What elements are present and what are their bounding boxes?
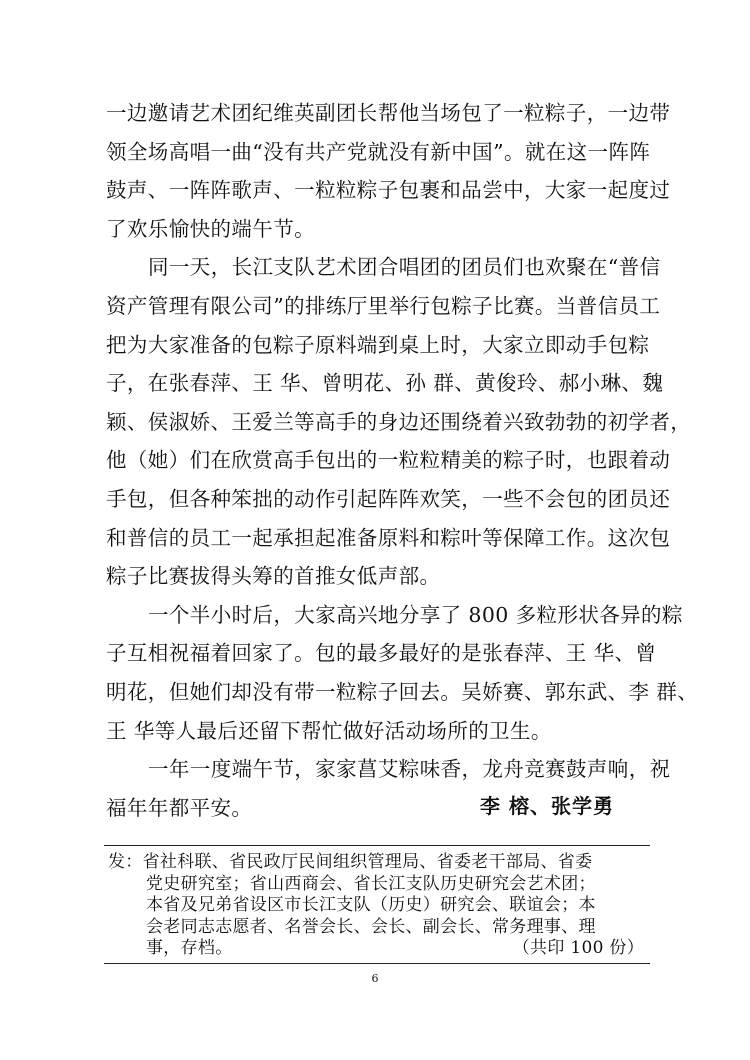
article-body <box>106 94 699 827</box>
paragraph-line: 子，在张春萍、王 华、曾明花、孙 群、黄俊玲、郝小琳、魏 <box>106 371 664 396</box>
print-copies-count: （共印 100 份） <box>512 938 644 958</box>
distribution-line: 本省及兄弟省设区市长江支队（历史）研究会、联谊会；本 <box>146 895 596 915</box>
paragraph-line: 领全场高唱一曲“没有共产党就没有新中国”。就在这一阵阵 <box>106 139 651 164</box>
paragraph-line: 王 华等人最后还留下帮忙做好活动场所的卫生。 <box>106 718 552 743</box>
paragraph-line: 福年年都平安。 <box>106 795 253 820</box>
distribution-line: 会老同志志愿者、名誉会长、会长、副会长、常务理事、理 <box>146 916 596 937</box>
paragraph-line: 粽子比赛拔得头筹的首推女低声部。 <box>106 564 441 589</box>
distribution-line: 发：省社科联、省民政厅民间组织管理局、省委老干部局、省委 <box>108 852 593 872</box>
author-signature: 李 榕、张学勇 <box>480 794 614 818</box>
paragraph-line: 鼓声、一阵阵歌声、一粒粒粽子包裹和品尝中，大家一起度过 <box>106 178 671 203</box>
paragraph-line: 一年一度端午节，家家菖艾粽味香，龙舟竞赛鼓声响，祝 <box>148 757 671 782</box>
paragraph-line: 一边邀请艺术团纪维英副团长帮他当场包了一粒粽子，一边带 <box>106 101 671 125</box>
page-number: 6 <box>371 972 379 985</box>
paragraph-line: 资产管理有限公司”的排练厅里举行包粽子比赛。当普信员工 <box>106 293 661 318</box>
paragraph-line: 了欢乐愉快的端午节。 <box>106 216 315 241</box>
paragraph-line: 一个半小时后，大家高兴地分享了 800 多粒形状各异的粽 <box>148 602 683 627</box>
distribution-last-line <box>108 938 648 960</box>
paragraph-line: 他（她）们在欣赏高手包出的一粒粒精美的粽子时，也跟着动 <box>106 448 671 473</box>
distribution-line: 事，存档。 <box>146 938 233 958</box>
distribution-list <box>108 852 648 960</box>
distribution-line: 党史研究室；省山西商会、省长江支队历史研究会艺术团； <box>146 873 596 894</box>
paragraph-line: 同一天，长江支队艺术团合唱团的团员们也欢聚在“普信 <box>148 255 661 280</box>
paragraph-line: 手包，但各种笨拙的动作引起阵阵欢笑，一些不会包的团员还 <box>106 486 671 511</box>
paragraph-line: 把为大家准备的包粽子原料端到桌上时，大家立即动手包粽 <box>106 332 650 357</box>
paragraph-line: 颖、侯淑娇、王爱兰等高手的身边还围绕着兴致勃勃的初学者， <box>106 409 692 434</box>
paragraph-line: 明花，但她们却没有带一粒粽子回去。吴娇赛、郭东武、李 群、 <box>106 679 699 704</box>
distribution-bottom-rule <box>104 963 650 964</box>
paragraph-line: 子互相祝福着回家了。包的最多最好的是张春萍、王 华、曾 <box>106 641 657 666</box>
distribution-top-rule <box>104 845 650 846</box>
paragraph-line: 和普信的员工一起承担起准备原料和粽叶等保障工作。这次包 <box>106 525 671 550</box>
